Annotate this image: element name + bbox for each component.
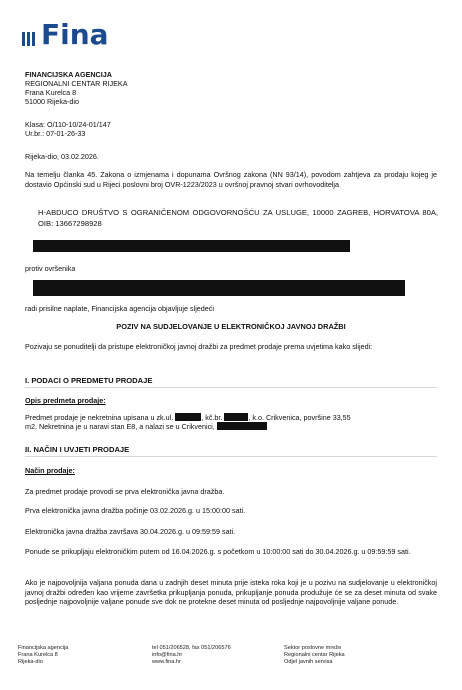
place-date: Rijeka-dio, 03.02.2026. — [25, 152, 99, 161]
redacted-debtor — [33, 280, 405, 296]
sale-paragraph-3: Elektronička javna dražba završava 30.04.2026.g. u 09:59:59 sati. — [25, 527, 236, 536]
section-1-subheading: Opis predmeta prodaje: — [25, 396, 106, 405]
sale-paragraph-1: Za predmet prodaje provodi se prva elektronička javna dražba. — [25, 487, 225, 496]
property-text-c: , k.o. Crikvenica, površine 33,55 — [248, 413, 351, 422]
sender-line-4: 51000 Rijeka-dio — [25, 97, 79, 106]
section-2-heading: II. NAČIN I UVJETI PRODAJE — [25, 445, 130, 454]
footer-text: Rijeka-dio — [18, 659, 43, 665]
purpose-line: radi prisilne naplate, Financijska agencija objavljuje sljedeći — [25, 304, 214, 313]
invitation-paragraph: Pozivaju se ponuditelji da pristupe elektroničkoj javnoj dražbi za predmet prodaje prema uvjetima kako slijedi: — [25, 342, 373, 351]
against-debtor: protiv ovršenika — [25, 264, 76, 273]
footer-column-2 — [152, 645, 231, 666]
fina-logo — [22, 20, 109, 50]
logo-wordmark: Fina — [41, 18, 109, 51]
property-text-b: , kč.br. — [201, 413, 223, 422]
document-title: POZIV NA SUDJELOVANJE U ELEKTRONIČKOJ JAVNOJ DRAŽBI — [116, 322, 346, 331]
section-divider — [25, 456, 437, 457]
property-text-d: m2. Nekretnina je u naravi stan E8, a nalazi se u Crikvenici, — [25, 422, 215, 431]
redacted-address — [217, 422, 267, 430]
sender-line-2: REGIONALNI CENTAR RIJEKA — [25, 79, 128, 88]
footer-text: tel 051/206528, fax 051/206576 — [152, 645, 231, 651]
creditor-paragraph: H-ABDUCO DRUŠTVO S OGRANIČENOM ODGOVORNOŠĆU ZA USLUGE, 10000 ZAGREB, HORVATOVA 80A, OIB: 13667298928 — [38, 208, 438, 228]
footer-column-1 — [18, 645, 68, 666]
redacted-kc — [224, 413, 248, 421]
property-line-1 — [25, 413, 351, 422]
sale-paragraph-2: Prva elektronička javna dražba počinje 03.02.2026.g. u 15:00:00 sati. — [25, 506, 246, 515]
footer-text: Frana Kurelca 8 — [18, 652, 58, 658]
logo-bars-icon — [22, 24, 35, 46]
footer-column-3 — [284, 645, 345, 666]
sender-line-1: FINANCIJSKA AGENCIJA — [25, 70, 112, 79]
footer-website: www.fina.hr — [152, 659, 181, 665]
intro-paragraph: Na temelju članka 45. Zakona o izmjenama i dopunama Ovršnog zakona (NN 93/14), povodom zahtjeva za prodaju kojeg je dostavio Općinski sud u Rijeci poslovni broj OVR-1223/2023 u ovršnoj pravnoj stvari ovrhovoditelja — [25, 170, 437, 189]
section-divider — [25, 387, 437, 388]
redacted-block — [33, 240, 350, 252]
section-1-heading: I. PODACI O PREDMETU PRODAJE — [25, 376, 153, 385]
section-2-subheading: Način prodaje: — [25, 466, 75, 475]
redacted-zk — [175, 413, 201, 421]
footer-text: Odjel javnih servisa — [284, 659, 333, 665]
sender-line-3: Frana Kurelca 8 — [25, 88, 77, 97]
footer-text: Financijska agencija — [18, 645, 69, 651]
footer-email: info@fina.hr — [152, 652, 183, 658]
sale-paragraph-4: Ponude se prikupljaju elektroničkim putem od 16.04.2026.g. s početkom u 10:00:00 sati do 30.04.2026.g. u 09:59:59 sati. — [25, 547, 411, 556]
footer-text: Regionalni centar Rijeka — [284, 652, 345, 658]
urbroj: Ur.br.: 07-01-26-33 — [25, 129, 86, 138]
sale-paragraph-5: Ako je najpovoljnija valjana ponuda dana u zadnjih deset minuta prije isteka roka koji je u pozivu na sudjelovanje u elektroničkoj javnoj dražbi određen kao vrijeme završetka prikupljanja ponuda, prikupljanje ponuda produžuje će se za deset minuta od svake posljednje najpovoljnije valjane ponude sve dok ne protekne deset minuta od posljednje najpovoljnije valjane ponude. — [25, 578, 437, 606]
property-line-2 — [25, 422, 267, 431]
klasa: Klasa: O/110-10/24-01/147 — [25, 120, 111, 129]
footer-text: Sektor poslovne mreže — [284, 645, 342, 651]
property-text-a: Predmet prodaje je nekretnina upisana u zk.ul. — [25, 413, 174, 422]
